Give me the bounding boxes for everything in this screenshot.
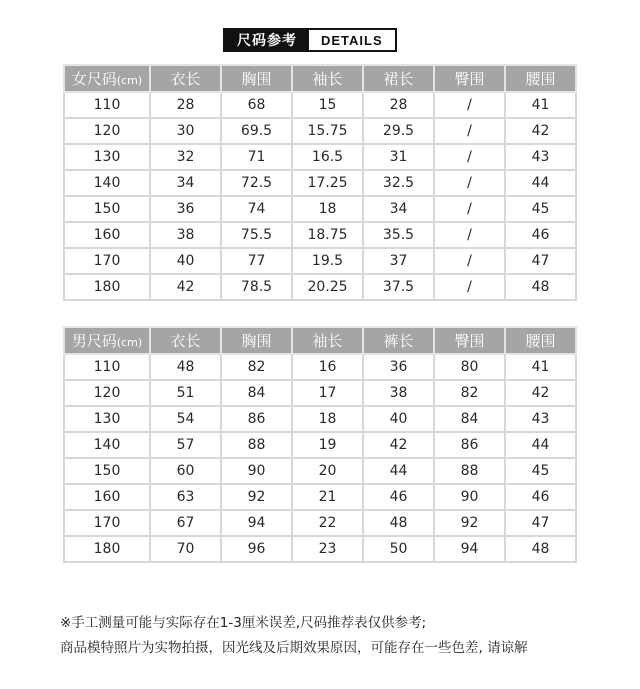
measurement-cell: 28: [150, 92, 221, 118]
measurement-cell: 21: [292, 484, 363, 510]
table-row: [64, 144, 576, 170]
table-header-row: [64, 327, 576, 354]
size-cell: 150: [64, 458, 150, 484]
table-row: [64, 222, 576, 248]
column-header: 腰围: [505, 65, 576, 92]
measurement-cell: 71: [221, 144, 292, 170]
measurement-cell: /: [434, 170, 505, 196]
table-row: [64, 536, 576, 562]
size-cell: 110: [64, 354, 150, 380]
size-cell: 160: [64, 222, 150, 248]
measurement-cell: 96: [221, 536, 292, 562]
measurement-cell: 72.5: [221, 170, 292, 196]
measurement-cell: 23: [292, 536, 363, 562]
size-cell: 120: [64, 118, 150, 144]
column-header: 裙长: [363, 65, 434, 92]
column-header: 腰围: [505, 327, 576, 354]
measurement-cell: 94: [434, 536, 505, 562]
measurement-cell: 68: [221, 92, 292, 118]
measurement-cell: 20: [292, 458, 363, 484]
size-cell: 160: [64, 484, 150, 510]
measurement-cell: 16: [292, 354, 363, 380]
measurement-cell: 41: [505, 354, 576, 380]
measurement-cell: 44: [505, 170, 576, 196]
measurement-cell: 90: [434, 484, 505, 510]
size-cell: 140: [64, 432, 150, 458]
measurement-cell: /: [434, 92, 505, 118]
measurement-cell: 18: [292, 196, 363, 222]
measurement-cell: /: [434, 196, 505, 222]
measurement-cell: 40: [363, 406, 434, 432]
column-header: 衣长: [150, 65, 221, 92]
measurement-cell: 69.5: [221, 118, 292, 144]
column-header: 胸围: [221, 65, 292, 92]
measurement-cell: 67: [150, 510, 221, 536]
women-size-table: [63, 64, 577, 301]
measurement-cell: 18.75: [292, 222, 363, 248]
size-cell: 170: [64, 510, 150, 536]
measurement-cell: 17: [292, 380, 363, 406]
size-cell: 180: [64, 536, 150, 562]
table-row: [64, 406, 576, 432]
measurement-cell: /: [434, 222, 505, 248]
table-row: [64, 118, 576, 144]
column-header: 衣长: [150, 327, 221, 354]
measurement-cell: 47: [505, 248, 576, 274]
size-cell: 110: [64, 92, 150, 118]
measurement-cell: 84: [221, 380, 292, 406]
measurement-cell: 86: [221, 406, 292, 432]
table-row: [64, 432, 576, 458]
column-header: 胸围: [221, 327, 292, 354]
size-column-header: 男尺码(cm): [64, 327, 150, 354]
measurement-cell: 32.5: [363, 170, 434, 196]
table-row: [64, 196, 576, 222]
measurement-cell: 60: [150, 458, 221, 484]
measurement-cell: /: [434, 274, 505, 300]
size-column-header: 女尺码(cm): [64, 65, 150, 92]
measurement-note: ※手工测量可能与实际存在1-3厘米误差,尺码推荐表仅供参考;: [60, 615, 427, 631]
measurement-cell: 48: [505, 274, 576, 300]
measurement-cell: 42: [150, 274, 221, 300]
measurement-cell: 44: [505, 432, 576, 458]
table-row: [64, 458, 576, 484]
measurement-cell: 32: [150, 144, 221, 170]
measurement-cell: 92: [434, 510, 505, 536]
measurement-cell: 46: [505, 222, 576, 248]
measurement-cell: 82: [434, 380, 505, 406]
measurement-cell: 19: [292, 432, 363, 458]
measurement-cell: 30: [150, 118, 221, 144]
measurement-cell: 77: [221, 248, 292, 274]
measurement-cell: 82: [221, 354, 292, 380]
measurement-cell: 63: [150, 484, 221, 510]
measurement-cell: 45: [505, 458, 576, 484]
measurement-cell: 22: [292, 510, 363, 536]
measurement-cell: 43: [505, 406, 576, 432]
measurement-cell: 18: [292, 406, 363, 432]
measurement-cell: 19.5: [292, 248, 363, 274]
measurement-cell: 74: [221, 196, 292, 222]
measurement-cell: 94: [221, 510, 292, 536]
measurement-cell: 40: [150, 248, 221, 274]
table-row: [64, 274, 576, 300]
size-cell: 140: [64, 170, 150, 196]
measurement-cell: 92: [221, 484, 292, 510]
size-cell: 170: [64, 248, 150, 274]
measurement-cell: 50: [363, 536, 434, 562]
column-header: 裤长: [363, 327, 434, 354]
measurement-cell: 29.5: [363, 118, 434, 144]
measurement-cell: 17.25: [292, 170, 363, 196]
size-cell: 180: [64, 274, 150, 300]
measurement-cell: 48: [505, 536, 576, 562]
column-header: 臀围: [434, 65, 505, 92]
measurement-cell: 75.5: [221, 222, 292, 248]
measurement-cell: 15: [292, 92, 363, 118]
size-cell: 120: [64, 380, 150, 406]
table-header-row: [64, 65, 576, 92]
measurement-cell: 42: [363, 432, 434, 458]
measurement-cell: 34: [363, 196, 434, 222]
measurement-cell: 37: [363, 248, 434, 274]
measurement-cell: /: [434, 144, 505, 170]
table-row: [64, 510, 576, 536]
table-row: [64, 170, 576, 196]
measurement-cell: 38: [150, 222, 221, 248]
measurement-cell: 90: [221, 458, 292, 484]
table-row: [64, 354, 576, 380]
measurement-cell: 41: [505, 92, 576, 118]
measurement-cell: /: [434, 118, 505, 144]
measurement-cell: 16.5: [292, 144, 363, 170]
measurement-cell: 46: [363, 484, 434, 510]
measurement-cell: 44: [363, 458, 434, 484]
column-header: 袖长: [292, 65, 363, 92]
measurement-cell: 88: [434, 458, 505, 484]
measurement-cell: 45: [505, 196, 576, 222]
column-header: 臀围: [434, 327, 505, 354]
measurement-cell: 28: [363, 92, 434, 118]
header-title-cn: 尺码参考: [225, 30, 309, 50]
table-row: [64, 92, 576, 118]
measurement-cell: 42: [505, 380, 576, 406]
size-cell: 130: [64, 144, 150, 170]
measurement-cell: 38: [363, 380, 434, 406]
measurement-cell: 80: [434, 354, 505, 380]
measurement-cell: 36: [363, 354, 434, 380]
header-title-en: DETAILS: [309, 30, 395, 50]
measurement-cell: 54: [150, 406, 221, 432]
measurement-cell: 36: [150, 196, 221, 222]
measurement-cell: 51: [150, 380, 221, 406]
table-row: [64, 484, 576, 510]
details-header: [223, 28, 397, 52]
measurement-cell: 88: [221, 432, 292, 458]
measurement-cell: 34: [150, 170, 221, 196]
measurement-cell: 47: [505, 510, 576, 536]
measurement-cell: 86: [434, 432, 505, 458]
measurement-cell: 70: [150, 536, 221, 562]
measurement-cell: 35.5: [363, 222, 434, 248]
measurement-cell: 37.5: [363, 274, 434, 300]
measurement-cell: 48: [363, 510, 434, 536]
measurement-cell: 57: [150, 432, 221, 458]
size-cell: 150: [64, 196, 150, 222]
measurement-cell: 15.75: [292, 118, 363, 144]
measurement-cell: 20.25: [292, 274, 363, 300]
measurement-cell: 46: [505, 484, 576, 510]
size-cell: 130: [64, 406, 150, 432]
table-row: [64, 248, 576, 274]
measurement-cell: 78.5: [221, 274, 292, 300]
measurement-cell: 43: [505, 144, 576, 170]
measurement-cell: 31: [363, 144, 434, 170]
measurement-cell: 84: [434, 406, 505, 432]
measurement-cell: 42: [505, 118, 576, 144]
column-header: 袖长: [292, 327, 363, 354]
table-row: [64, 380, 576, 406]
men-size-table: [63, 326, 577, 563]
measurement-cell: 48: [150, 354, 221, 380]
color-difference-note: 商品模特照片为实物拍摄，因光线及后期效果原因，可能存在一些色差, 请谅解: [60, 640, 528, 656]
measurement-cell: /: [434, 248, 505, 274]
